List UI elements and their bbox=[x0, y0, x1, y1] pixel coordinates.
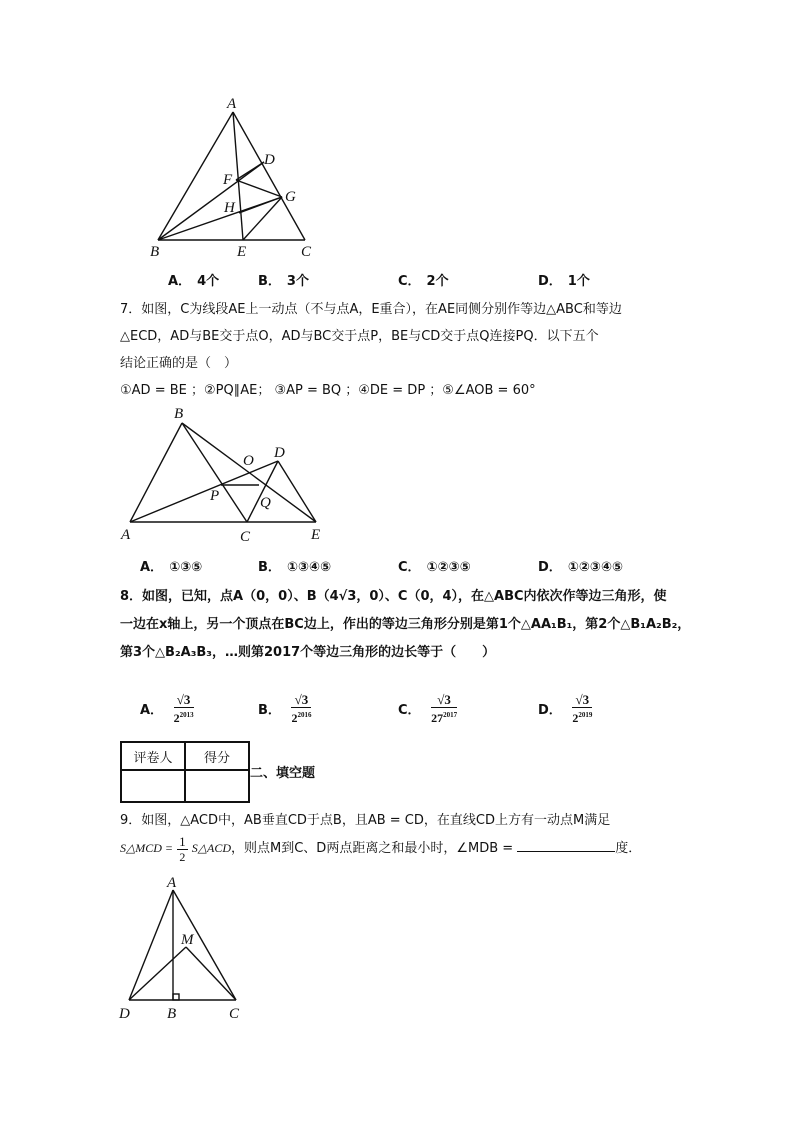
grader-col-score: 得分 bbox=[185, 742, 249, 770]
section-title: 二、填空题 bbox=[250, 766, 316, 781]
q8-option-b[interactable]: B． $\frac{√3}{2^{2016}}$ bbox=[258, 692, 312, 725]
q7-label-b: B bbox=[174, 406, 184, 422]
q6-figure bbox=[140, 92, 330, 262]
q7-text-line3: 结论正确的是（ ） bbox=[120, 356, 238, 371]
q9-unit: 度． bbox=[615, 841, 642, 856]
q6-label-g: G bbox=[285, 189, 296, 205]
q9-label-c: C bbox=[229, 1006, 240, 1022]
grader-table bbox=[120, 741, 250, 803]
q6-label-d: D bbox=[264, 152, 275, 168]
q6-label-h: H bbox=[224, 200, 235, 216]
q8-text-line3: 第3个△B₂A₃B₃，…则第2017个等边三角形的边长等于（ ） bbox=[120, 645, 496, 660]
q6-label-f: F bbox=[223, 172, 233, 188]
q9-question: ，则点M到C、D两点距离之和最小时，∠MDB = bbox=[231, 841, 514, 856]
q8-option-a[interactable]: A． $\frac{√3}{2^{2013}}$ bbox=[140, 692, 194, 725]
q9-label-d: D bbox=[119, 1006, 130, 1022]
q7-label-q: Q bbox=[260, 495, 271, 511]
q7-label-d: D bbox=[274, 445, 285, 461]
q7-option-d[interactable]: D． ①②③④⑤ bbox=[538, 560, 623, 575]
q6-label-a: A bbox=[227, 96, 237, 112]
q9-label-m: M bbox=[181, 932, 194, 948]
q9-area-right: S△ACD bbox=[191, 841, 232, 855]
q9-fraction: $\frac{1}{2}$ bbox=[179, 833, 186, 864]
q7-label-o: O bbox=[243, 453, 254, 469]
q8-option-d[interactable]: D． $\frac{√3}{2^{2019}}$ bbox=[538, 692, 593, 725]
q7-label-c: C bbox=[240, 529, 251, 545]
q6-label-c: C bbox=[301, 244, 312, 260]
q7-figure bbox=[112, 402, 342, 547]
q7-text-line1: 7．如图，C为线段AE上一动点（不与点A，E重合），在AE同侧分别作等边△ABC和等边 bbox=[120, 302, 622, 317]
q9-figure bbox=[112, 872, 252, 1022]
q9-answer-blank[interactable] bbox=[517, 839, 615, 852]
grader-cell-score[interactable] bbox=[185, 770, 249, 802]
q6-option-c[interactable]: C． 2个 bbox=[398, 274, 449, 289]
q6-label-e: E bbox=[237, 244, 247, 260]
q6-option-d[interactable]: D． 1个 bbox=[538, 274, 590, 289]
q7-label-e: E bbox=[311, 527, 321, 543]
q7-option-c[interactable]: C． ①②③⑤ bbox=[398, 560, 471, 575]
grader-cell-reviewer[interactable] bbox=[121, 770, 185, 802]
q6-option-a[interactable]: A． 4个 bbox=[168, 274, 220, 289]
q7-text-line2: △ECD，AD与BE交于点O，AD与BC交于点P，BE与CD交于点Q连接PQ．以下五个 bbox=[120, 329, 599, 344]
q6-option-b[interactable]: B． 3个 bbox=[258, 274, 309, 289]
q9-label-b: B bbox=[167, 1006, 177, 1022]
q9-text-line1: 9．如图，△ACD中，AB垂直CD于点B，且AB = CD，在直线CD上方有一动点M满足 bbox=[120, 813, 611, 828]
q6-label-b: B bbox=[150, 244, 160, 260]
q8-text-line2: 一边在x轴上，另一个顶点在BC边上，作出的等边三角形分别是第1个△AA₁B₁，第2个△B₁A₂B₂， bbox=[120, 617, 691, 632]
q9-area-left: S△MCD = bbox=[120, 841, 173, 855]
q7-label-a: A bbox=[121, 527, 131, 543]
q9-text-line2 bbox=[120, 833, 641, 864]
grader-col-reviewer: 评卷人 bbox=[121, 742, 185, 770]
q7-statements: ①AD = BE ；②PQ∥AE； ③AP = BQ ；④DE = DP ；⑤∠AOB = 60° bbox=[120, 383, 536, 398]
q7-label-p: P bbox=[210, 488, 220, 504]
q7-option-a[interactable]: A． ①③⑤ bbox=[140, 560, 203, 575]
q9-label-a: A bbox=[167, 875, 177, 891]
q7-option-b[interactable]: B． ①③④⑤ bbox=[258, 560, 331, 575]
q8-text-line1: 8．如图，已知，点A（0，0）、B（4√3，0）、C（0，4），在△ABC内依次作等边三角形，使 bbox=[120, 589, 667, 604]
q8-option-c[interactable]: C． $\frac{√3}{27^{2017}}$ bbox=[398, 692, 458, 725]
